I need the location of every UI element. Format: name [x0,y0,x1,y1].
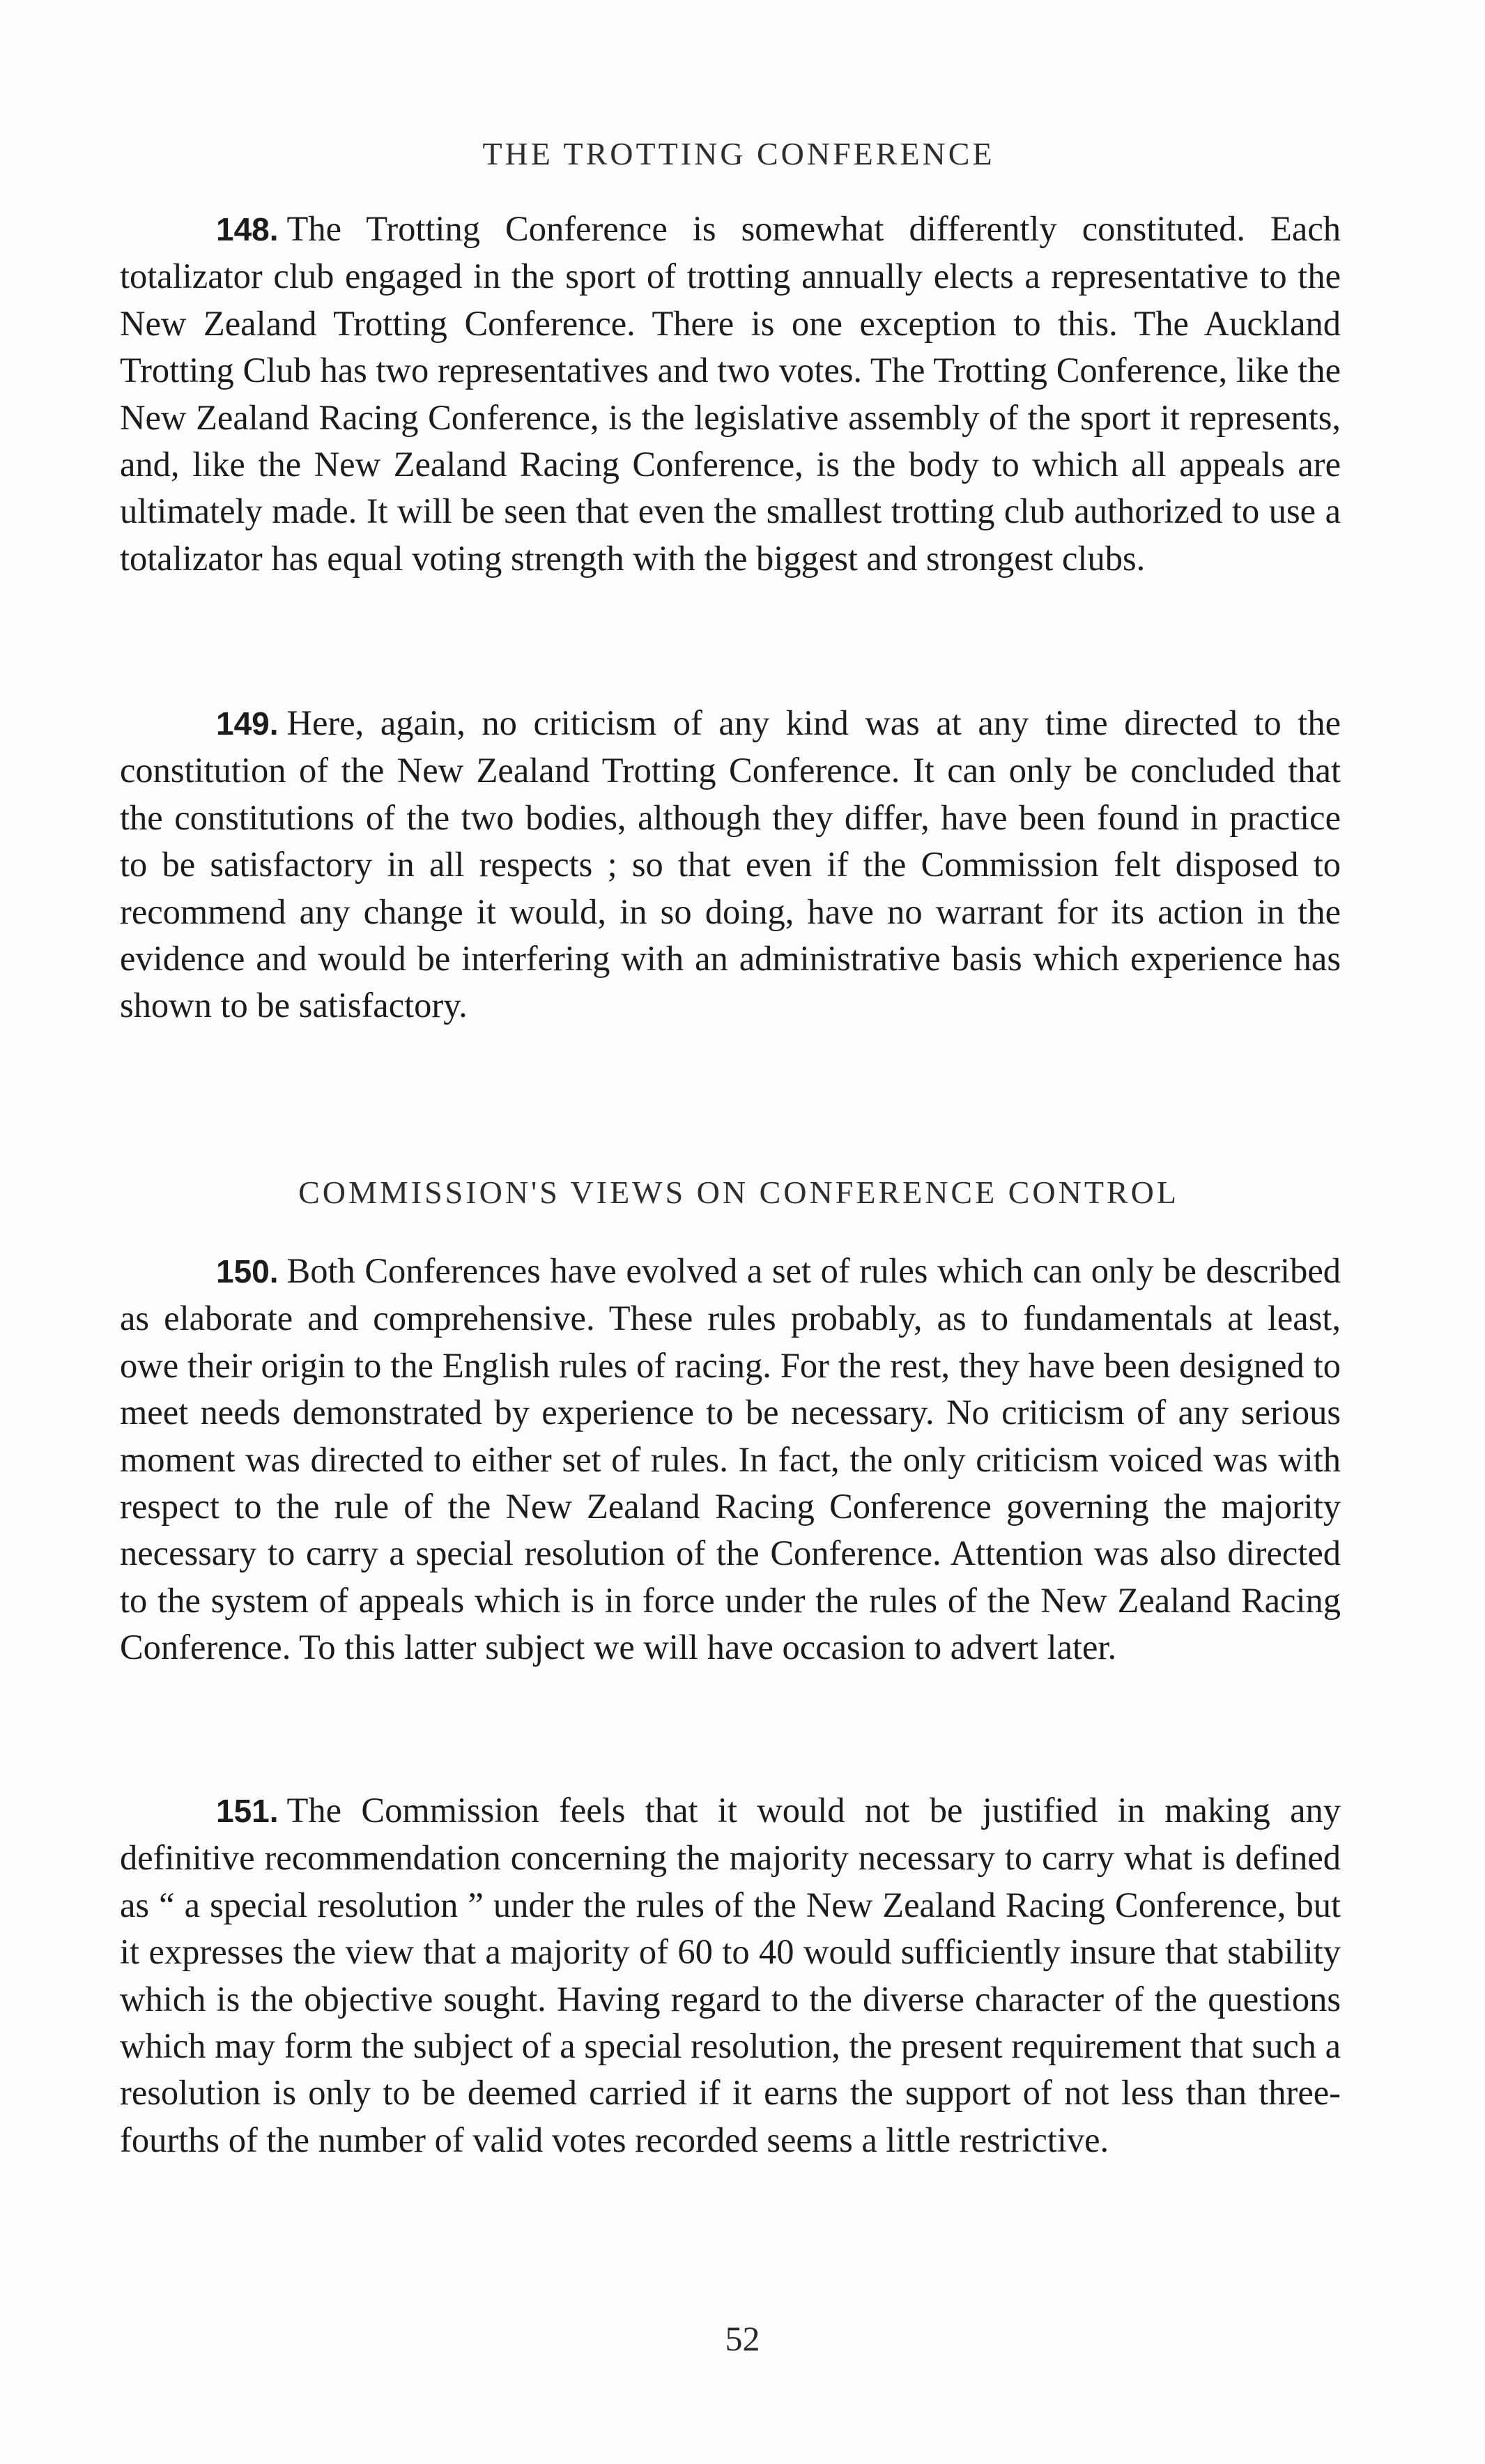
paragraph-number: 148. [216,211,279,247]
paragraph-148 [120,206,1341,582]
section-heading-trotting-conference: THE TROTTING CONFERENCE [482,136,995,171]
paragraph-number: 151. [216,1793,279,1829]
paragraph-151 [120,1787,1341,2164]
paragraph-150 [120,1248,1341,1671]
paragraph-text: Both Conferences have evolved a set of rules which can only be described as elaborate and comprehensive. These rules probably, as to fundamentals at least, owe their origin to the English rules of racing. For the rest, they have been designed to meet needs demonstrated by experience to be necessary. No criticism of any serious moment was directed to either set of rules. In fact, the only criticism voiced was with respect to the rule of the New Zealand Racing Conference governing the majority necessary to carry a special resolution of the Conference. Attention was also directed to the system of appeals which is in force under the rules of the New Zealand Racing Conference. To this latter subject we will have occasion to advert later. [120,1251,1341,1667]
paragraph-number: 149. [216,705,279,742]
paragraph-text: The Trotting Conference is somewhat differently constituted. Each totalizator club engaged in the sport of trotting annually elects a representative to the New Zealand Trotting Conference. There is one exception to this. The Auckland Trotting Club has two representatives and two votes. The Trotting Conference, like the New Zealand Racing Conference, is the legislative assembly of the sport it represents, and, like the New Zealand Racing Conference, is the body to which all appeals are ultimately made. It will be seen that even the smallest trotting club authorized to use a totalizator has equal voting strength with the biggest and strongest clubs. [120,209,1341,578]
paragraph-text: The Commission feels that it would not be justified in making any definitive recommendation concerning the majority necessary to carry what is defined as “ a special resolution ” under the rules of the New Zealand Racing Conference, but it expresses the view that a majority of 60 to 40 would sufficiently insure that stability which is the objective sought. Having regard to the diverse character of the questions which may form the subject of a special resolution, the present requirement that such a resolution is only to be deemed carried if it earns the support of not less than three-fourths of the number of valid votes recorded seems a little restrictive. [120,1791,1341,2159]
section-heading-commission-views: COMMISSION'S VIEWS ON CONFERENCE CONTROL [298,1174,1179,1210]
paragraph-text: Here, again, no criticism of any kind was at any time directed to the constitution of the New Zealand Trotting Conference. It can only be concluded that the constitutions of the two bodies, although they differ, have been found in practice to be satisfactory in all respects ; so that even if the Commission felt disposed to recommend any change it would, in so doing, have no warrant for its action in the evidence and would be interfering with an administrative basis which experience has shown to be satisfactory. [120,703,1341,1025]
page-number: 52 [725,2319,760,2358]
paragraph-number: 150. [216,1253,279,1290]
paragraph-149 [120,700,1341,1030]
